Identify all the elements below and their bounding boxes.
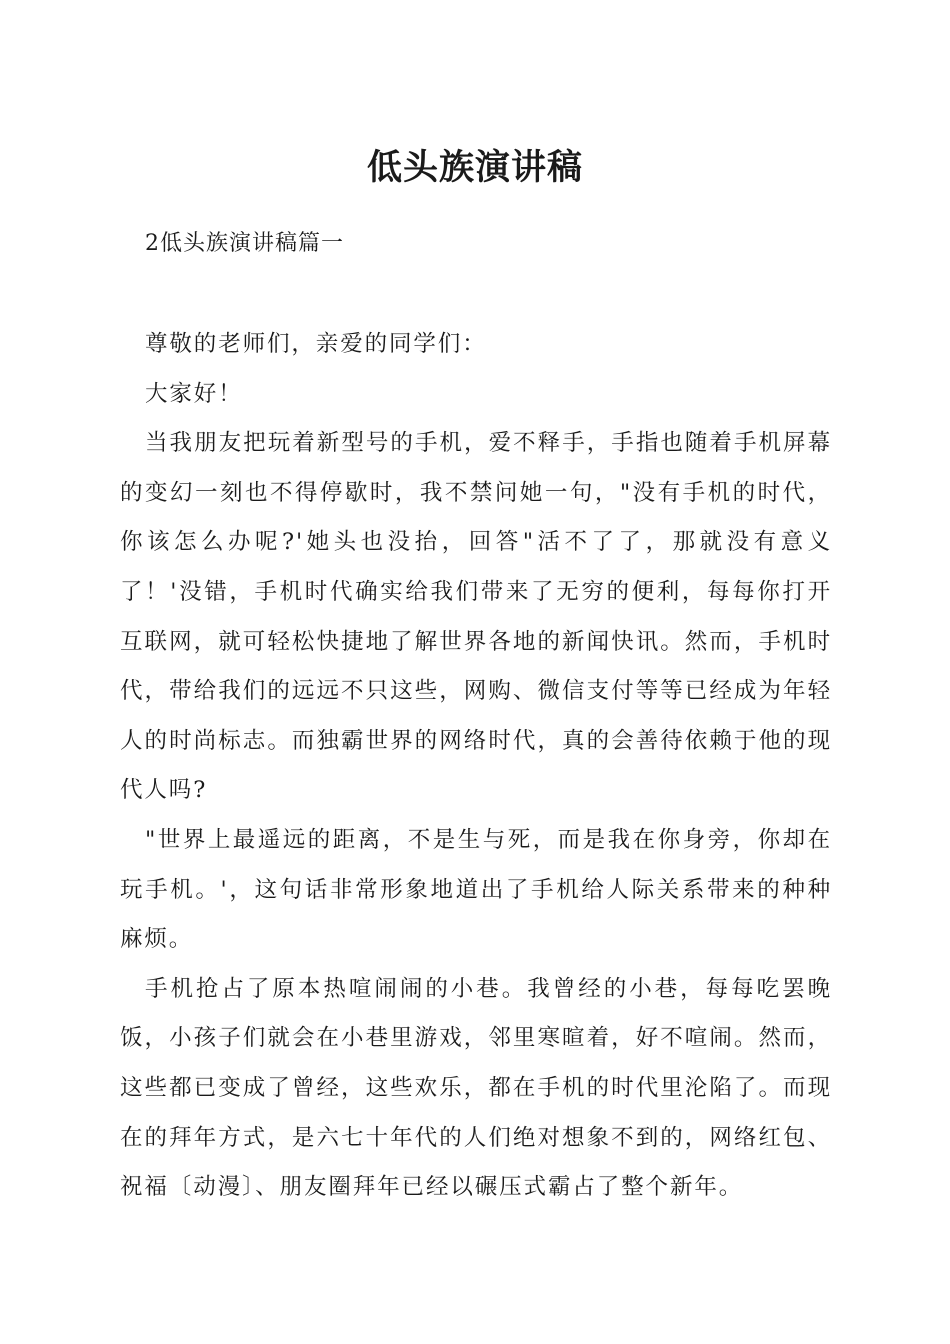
paragraph-hello: 大家好！ bbox=[145, 380, 243, 407]
document-subtitle: 2低头族演讲稿篇一 bbox=[145, 231, 344, 256]
document-title: 低头族演讲稿 bbox=[366, 147, 583, 188]
paragraph-alley: 手机抢占了原本热喧闹闹的小巷。我曾经的小巷，每每吃罢晚饭，小孩子们就会在小巷里游戏，邻里寒暄着，好不喧闹。然而，这些都已变成了曾经，这些欢乐，都在手机的时代里沦陷了。而现在的拜年方式，是六七十年代的人们绝对想象不到的，网络红包、祝福〔动漫〕、朋友圈拜年已经以碾压式霸占了整个新年。 bbox=[120, 975, 832, 1201]
paragraph-distance-quote: "世界上最遥远的距离，不是生与死，而是我在你身旁，你却在玩手机。'，这句话非常形象地道出了手机给人际关系带来的种种麻烦。 bbox=[120, 826, 832, 953]
paragraph-phone-era: 当我朋友把玩着新型号的手机，爱不释手，手指也随着手机屏幕的变幻一刻也不得停歇时，我不禁问她一句，"没有手机的时代，你该怎么办呢?'她头也没抬，回答"活不了了，那就没有意义了！'没错，手机时代确实给我们带来了无穷的便利，每每你打开互联网，就可轻松快捷地了解世界各地的新闻快讯。然而，手机时代，带给我们的远远不只这些，网购、微信支付等等已经成为年轻人的时尚标志。而独霸世界的网络时代，真的会善待依赖于他的现代人吗? bbox=[120, 430, 832, 804]
document-body bbox=[120, 320, 832, 1213]
paragraph-greeting: 尊敬的老师们，亲爱的同学们： bbox=[145, 331, 487, 357]
